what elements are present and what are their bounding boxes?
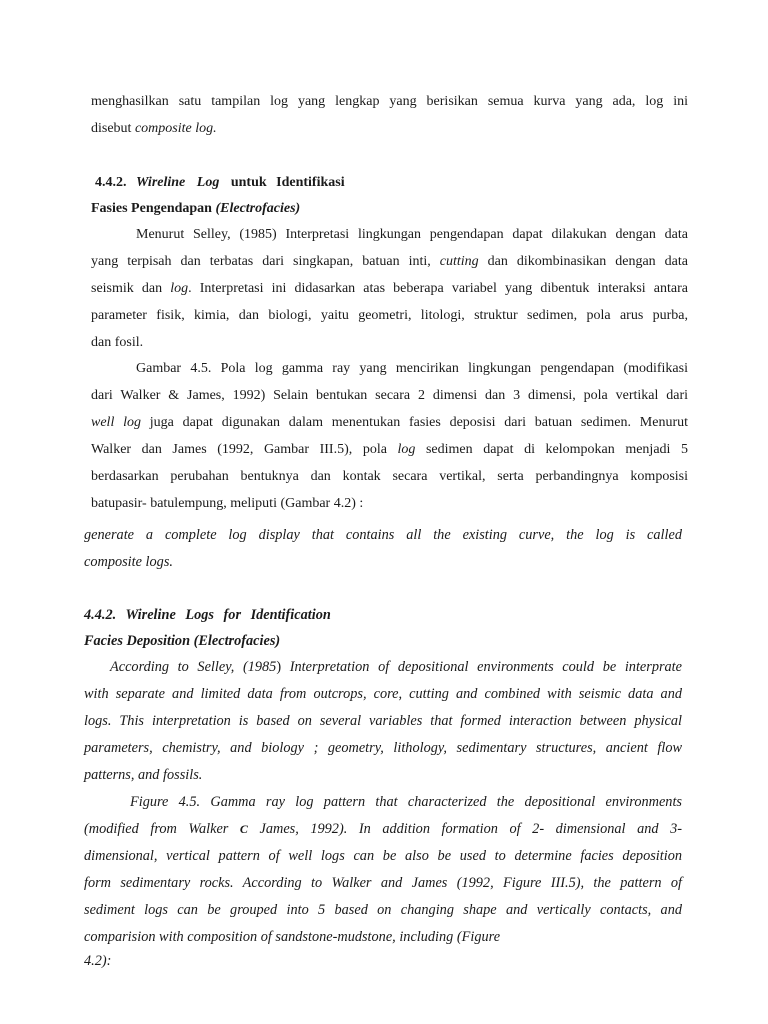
id-text-line: Gambar 4.5. Pola log gamma ray yang mencirikan lingkungan pengendapan (modifikasi: [136, 361, 688, 376]
text-span: dan dikombinasikan dengan data: [478, 254, 688, 269]
text-span: seismik dan: [91, 281, 171, 296]
text-span: According to Selley, (1985: [110, 659, 277, 675]
id-text-line: batupasir- batulempung, meliputi (Gambar 4.2) :: [91, 496, 364, 511]
id-text-line: [91, 253, 688, 271]
en-text-line: generate a complete log display that contains all the existing curve, the log is called: [84, 527, 682, 543]
id-text-line: dari Walker & James, 1992) Selain bentukan secara 2 dimensi dan 3 dimensi, pola vertikal dari: [91, 388, 688, 403]
en-text-line: form sedimentary rocks. According to Walker and James (1992, Figure III.5), the pattern of: [84, 875, 682, 891]
id-text-line: [91, 441, 688, 459]
text-span: James, 1992). In addition formation of 2- dimensional and 3-: [247, 821, 682, 837]
en-text-line: sediment logs can be grouped into 5 based on changing shape and vertically contacts, and: [84, 902, 682, 918]
text-span: Interpretation of depositional environments could be interprate: [281, 659, 683, 675]
text-span: (modified from Walker: [84, 821, 240, 837]
heading-term: (Electrofacies): [215, 201, 301, 216]
text-span: juga dapat digunakan dalam menentukan fasies deposisi dari batuan sedimen. Menurut: [141, 415, 688, 430]
en-text-line: patterns, and fossils.: [84, 767, 203, 783]
term-log: log: [170, 281, 189, 296]
term-composite-log: composite log.: [134, 121, 217, 136]
term-cutting: cutting: [439, 254, 479, 269]
heading-text: Fasies Pengendapan: [91, 201, 216, 216]
text-span: yang terpisah dan terbatas dari singkapan, batuan inti,: [91, 254, 440, 269]
heading-text: untuk Identifikasi: [230, 175, 345, 190]
en-text-line: composite logs.: [84, 554, 173, 570]
en-text-line: with separate and limited data from outcrops, core, cutting and combined with seismic data and: [84, 686, 682, 702]
term-well-log: well log: [91, 415, 141, 430]
text-span: C: [239, 822, 248, 836]
subheading-en: Facies Deposition (Electrofacies): [84, 633, 281, 649]
text-span: disebut: [91, 121, 135, 136]
id-text-line: Menurut Selley, (1985) Interpretasi lingkungan pengendapan dapat dilakukan dengan data: [136, 227, 688, 242]
heading-term: Wireline: [136, 175, 186, 190]
en-text-line: Figure 4.5. Gamma ray log pattern that characterized the depositional environments: [130, 794, 682, 810]
id-text-line: menghasilkan satu tampilan log yang lengkap yang berisikan semua kurva yang ada, log ini: [91, 94, 688, 109]
subheading-id: [91, 200, 300, 218]
section-heading-id: [95, 174, 345, 192]
text-span: sedimen dapat di kelompokan menjadi 5: [415, 442, 688, 457]
id-text-line: [91, 414, 688, 432]
text-span: Walker dan James (1992, Gambar III.5), pola: [91, 442, 398, 457]
en-text-line: 4.2):: [84, 953, 112, 969]
text-span: ): [276, 659, 282, 675]
en-text-line: [84, 820, 682, 838]
en-text-line: parameters, chemistry, and biology ; geometry, lithology, sedimentary structures, ancient flow: [84, 740, 682, 756]
id-text-line: [91, 120, 688, 138]
id-text-line: berdasarkan perubahan bentuknya dan kontak secara vertikal, serta perbandingnya komposisi: [91, 469, 688, 484]
heading-number: 4.4.2.: [95, 175, 127, 190]
en-text-line: dimensional, vertical pattern of well logs can be also be used to determine facies deposition: [84, 848, 682, 864]
id-text-line: parameter fisik, kimia, dan biologi, yaitu geometri, litologi, struktur sedimen, pola arus purba,: [91, 308, 688, 323]
en-text-line: comparision with composition of sandstone-mudstone, including (Figure: [84, 929, 501, 945]
section-heading-en: 4.4.2. Wireline Logs for Identification: [84, 607, 331, 623]
en-text-line: [110, 658, 682, 676]
id-text-line: dan fosil.: [91, 335, 144, 350]
en-text-line: logs. This interpretation is based on several variables that formed interaction between physical: [84, 713, 682, 729]
text-span: . Interpretasi ini didasarkan atas beberapa variabel yang dibentuk interaksi antara: [188, 281, 689, 296]
id-text-line: [91, 280, 688, 298]
term-log: log: [397, 442, 416, 457]
heading-term: Log: [196, 175, 220, 190]
